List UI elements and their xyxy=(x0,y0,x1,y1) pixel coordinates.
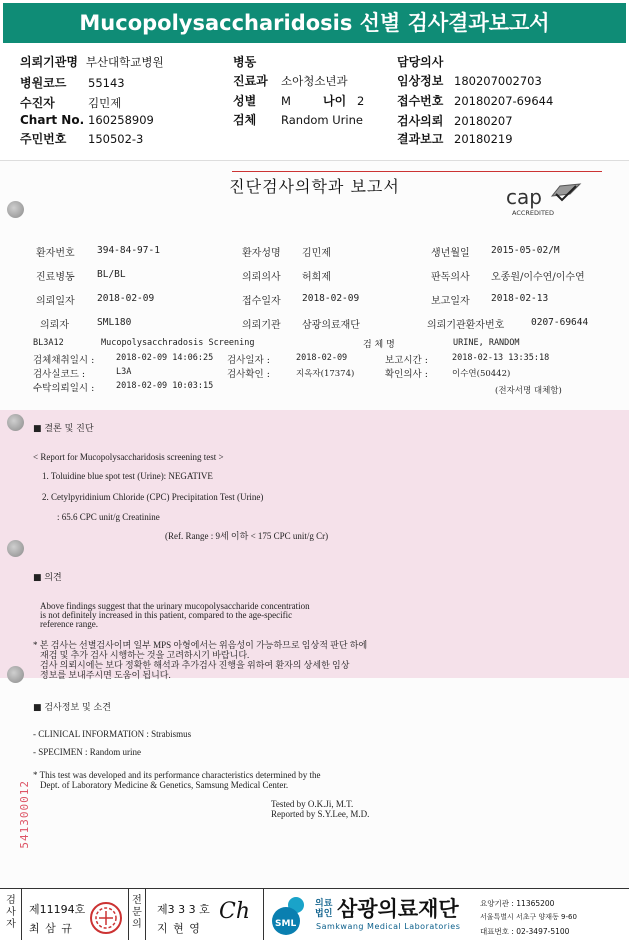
clinical-label: 임상정보 xyxy=(397,74,444,88)
dept-label: 진료과 xyxy=(233,74,268,88)
test-date-label: 검사일자 : xyxy=(227,355,270,366)
requester-label: 의뢰자 xyxy=(40,320,69,331)
name-value: 김민제 xyxy=(302,248,331,259)
report-label: 결과보고 xyxy=(397,132,444,146)
recv-time-label: 수탁의뢰일시 : xyxy=(33,383,95,394)
req-date-label: 의뢰일자 xyxy=(36,296,75,307)
hospital-label: 의뢰기관명 xyxy=(20,55,78,69)
specimen-label: 검체 xyxy=(233,113,257,127)
specialist-license: 제3 3 3 호 xyxy=(157,903,210,916)
patient-label: 수진자 xyxy=(20,96,55,110)
dept-row xyxy=(233,72,348,89)
code-row xyxy=(20,74,125,91)
doctor-row xyxy=(397,53,454,70)
cap-accredited-logo xyxy=(504,180,584,220)
request-label: 검사의뢰 xyxy=(397,114,444,128)
spec-value: URINE, RANDOM xyxy=(453,338,520,348)
reg-no-label: 환자번호 xyxy=(36,248,75,259)
logo-prefix xyxy=(315,899,332,919)
recv-time-value: 2018-02-09 10:03:15 xyxy=(116,381,214,391)
ward-label: 병동 xyxy=(233,55,257,69)
age-label: 나이 xyxy=(323,94,347,108)
section-info-heading: ■ 검사정보 및 소견 xyxy=(33,703,111,713)
lab-address: 서울특별시 서초구 양재동 9-60 xyxy=(480,913,577,921)
test-code: BL3A12 xyxy=(33,338,64,348)
info-line: * This test was developed and its performance characteristics determined by the xyxy=(33,770,321,780)
spec-label: 검 체 명 xyxy=(363,340,395,350)
id-row xyxy=(20,130,143,147)
inst-no-label: 의뢰기관환자번호 xyxy=(427,320,505,331)
rpt-ward-label: 진료병동 xyxy=(36,272,75,283)
patient-header xyxy=(0,48,629,160)
sex-age-row xyxy=(233,92,364,109)
test-date-value: 2018-02-09 xyxy=(296,353,348,363)
title-rule xyxy=(232,171,602,172)
age-value: 2 xyxy=(357,94,365,108)
ward-row xyxy=(233,53,281,70)
doctor-label: 담당의사 xyxy=(397,55,444,69)
opinion-line: 재검 및 추가 검사 시행하는 것을 고려하시기 바랍니다. xyxy=(40,650,250,660)
clinical-row xyxy=(397,72,542,89)
result-line: (Ref. Range : 9세 이하 < 175 CPC unit/g Cr) xyxy=(165,531,329,541)
id-value: 150502-3 xyxy=(88,132,144,146)
clinical-value: 180207002703 xyxy=(454,74,542,88)
patient-row xyxy=(20,94,121,111)
rpt-date-value: 2018-02-13 xyxy=(491,293,549,304)
result-line: 2. Cetylpyridinium Chloride (CPC) Precipitation Test (Urine) xyxy=(42,492,264,502)
report-title: 진단검사의학과 보고서 xyxy=(229,177,400,196)
collect-value: 2018-02-09 14:06:25 xyxy=(116,353,214,363)
inst-value: 삼광의료재단 xyxy=(302,320,360,331)
opinion-line: 정보를 보내주시면 도움이 됩니다. xyxy=(40,670,171,680)
confirm-doc-label: 확인의사 : xyxy=(385,369,428,380)
read-doc-label: 판독의사 xyxy=(431,272,470,283)
rpt-time-label: 보고시간 : xyxy=(385,355,428,366)
sex-value: M xyxy=(281,94,291,108)
punch-hole-icon xyxy=(7,414,24,431)
patient-value: 김민제 xyxy=(88,96,122,110)
specimen-row xyxy=(233,111,363,128)
chart-value: 160258909 xyxy=(88,113,154,127)
info-line: - SPECIMEN : Random urine xyxy=(33,747,141,757)
report-row xyxy=(397,130,513,147)
opinion-line: * 본 검사는 선별검사이며 일부 MPS 아형에서는 위음성이 가능하므로 임상적 판단 하에 xyxy=(33,640,368,650)
lab-logo-english: Samkwang Medical Laboratories xyxy=(316,922,461,931)
dept-value: 소아청소년과 xyxy=(281,74,348,88)
specialist-vertical-label: 전문의 xyxy=(132,895,142,930)
read-doc-value: 오종원/이수연/이수연 xyxy=(491,272,585,283)
tested-by: Tested by O.K.Ji, M.T. xyxy=(271,799,354,809)
req-date-value: 2018-02-09 xyxy=(97,293,155,304)
hospital-row xyxy=(20,53,164,70)
test-name: Mucopolysacchradosis Screening xyxy=(101,338,255,348)
requester-value: SML180 xyxy=(97,317,132,328)
request-value: 20180207 xyxy=(454,114,513,128)
confirm-doc-value: 이수연(50442) xyxy=(452,369,511,379)
report-value: 20180219 xyxy=(454,132,513,146)
request-row xyxy=(397,112,513,129)
chart-row xyxy=(20,113,154,127)
rpt-time-value: 2018-02-13 13:35:18 xyxy=(452,353,550,363)
hospital-value: 부산대학교병원 xyxy=(85,55,164,69)
examiner-license: 제11194호 xyxy=(29,903,86,916)
dob-label: 생년월일 xyxy=(431,248,470,259)
chart-label: Chart No. xyxy=(20,113,85,127)
punch-hole-icon xyxy=(7,666,24,683)
reg-no-value: 394-84-97-1 xyxy=(97,245,160,256)
section-conclusion-heading: ■ 결론 및 진단 xyxy=(33,424,94,434)
opinion-line: Above findings suggest that the urinary mucopolysaccharide concentration xyxy=(40,601,310,611)
results-highlight xyxy=(0,410,629,678)
result-line: < Report for Mucopolysaccharidosis screening test > xyxy=(33,452,224,462)
examiner-name: 최 삼 규 xyxy=(29,922,73,935)
collect-label: 검체채취일시 : xyxy=(33,355,95,366)
receipt-label: 접수번호 xyxy=(397,94,444,108)
cap-logo-text: cap xyxy=(506,185,542,209)
logo-prefix-top: 의료 xyxy=(315,899,333,909)
rcv-date-label: 접수일자 xyxy=(242,296,281,307)
sex-label: 성별 xyxy=(233,94,257,108)
name-label: 환자성명 xyxy=(242,248,281,259)
facility-code: 요양기관 : 11365200 xyxy=(480,899,555,908)
code-value: 55143 xyxy=(88,76,125,90)
receipt-row xyxy=(397,92,553,109)
punch-hole-icon xyxy=(7,201,24,218)
specimen-value: Random Urine xyxy=(281,113,363,127)
rpt-ward-value: BL/BL xyxy=(97,269,126,280)
cap-logo-subtitle: ACCREDITED xyxy=(512,209,555,217)
ref-doc-label: 의뢰의사 xyxy=(242,272,281,283)
esign-note: (전자서명 대체함) xyxy=(495,386,562,396)
id-label: 주민번호 xyxy=(20,132,67,146)
confirm-label: 검사확인 : xyxy=(227,369,270,380)
info-line: Dept. of Laboratory Medicine & Genetics, Samsung Medical Center. xyxy=(40,780,289,790)
rpt-date-label: 보고일자 xyxy=(431,296,470,307)
receipt-value: 20180207-69644 xyxy=(454,94,554,108)
logo-prefix-bottom: 법인 xyxy=(315,909,333,919)
opinion-line: is not definitely increased in this patient, compared to the age-specific xyxy=(40,610,293,620)
room-label: 검사실코드 : xyxy=(33,369,86,380)
sml-logo-icon xyxy=(266,895,316,937)
punch-hole-icon xyxy=(7,540,24,557)
lab-logo-name: 삼광의료재단 xyxy=(337,897,459,921)
confirm-value: 지옥자(17374) xyxy=(296,369,355,379)
room-value: L3A xyxy=(116,367,132,377)
report-banner-title: Mucopolysaccharidosis 선별 검사결과보고서 xyxy=(3,3,626,43)
info-line: - CLINICAL INFORMATION : Strabismus xyxy=(33,729,192,739)
specialist-name: 지 현 영 xyxy=(157,922,201,935)
result-line: 1. Toluidine blue spot test (Urine): NEGATIVE xyxy=(42,471,213,481)
section-opinion-heading: ■ 의견 xyxy=(33,573,62,583)
examiner-vertical-label: 검사자 xyxy=(6,895,16,930)
dob-value: 2015-05-02/M xyxy=(491,245,560,256)
ref-doc-value: 허희제 xyxy=(302,272,331,283)
rcv-date-value: 2018-02-09 xyxy=(302,293,360,304)
red-seal-icon xyxy=(89,901,123,935)
opinion-line: 검사 의뢰시에는 보다 정확한 해석과 추가검사 진행을 위하여 환자의 상세한 임상 xyxy=(40,660,350,670)
footer xyxy=(0,888,629,940)
inst-label: 의뢰기관 xyxy=(242,320,281,331)
result-line: : 65.6 CPC unit/g Creatinine xyxy=(57,512,160,522)
sml-badge-text: SML xyxy=(275,919,297,929)
inst-no-value: 0207-69644 xyxy=(531,317,589,328)
code-label: 병원코드 xyxy=(20,76,67,90)
opinion-line: reference range. xyxy=(40,619,98,629)
reported-by: Reported by S.Y.Lee, M.D. xyxy=(271,809,370,819)
side-stamp-number: 541300012 xyxy=(18,780,31,849)
lab-phone: 대표번호 : 02-3497-5100 xyxy=(480,927,570,936)
signature: Ch xyxy=(219,899,251,924)
